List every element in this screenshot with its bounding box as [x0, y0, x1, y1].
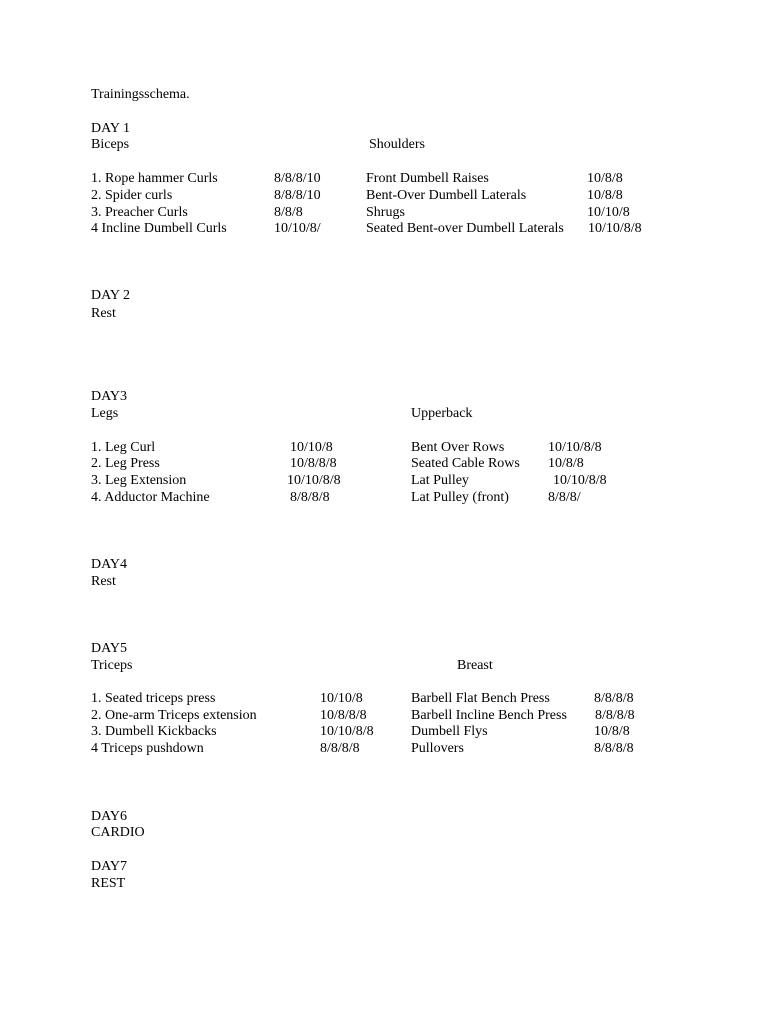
day2-heading: DAY 2 [91, 288, 131, 303]
day3-left-exercise-1: 1. Leg Curl [91, 440, 156, 455]
day3-right-reps-1: 10/10/8/8 [548, 440, 602, 455]
day3-left-reps-3: 10/10/8/8 [287, 473, 341, 488]
day3-left-exercise-2: 2. Leg Press [91, 456, 160, 471]
day5-left-reps-4: 8/8/8/8 [320, 741, 360, 756]
day5-right-reps-1: 8/8/8/8 [594, 691, 634, 706]
day5-group-triceps: Triceps [91, 658, 133, 673]
day5-left-reps-2: 10/8/8/8 [320, 708, 367, 723]
day1-left-reps-4: 10/10/8/ [274, 221, 321, 236]
day3-right-exercise-3: Lat Pulley [411, 473, 469, 488]
day6-heading: DAY6 [91, 809, 128, 824]
day5-left-reps-3: 10/10/8/8 [320, 724, 374, 739]
day5-left-reps-1: 10/10/8 [320, 691, 363, 706]
day5-left-exercise-2: 2. One-arm Triceps extension [91, 708, 257, 723]
day1-left-exercise-3: 3. Preacher Curls [91, 205, 188, 220]
day1-group-biceps: Biceps [91, 137, 130, 152]
day1-left-exercise-2: 2. Spider curls [91, 188, 173, 203]
day1-right-reps-2: 10/8/8 [587, 188, 623, 203]
day5-heading: DAY5 [91, 641, 128, 656]
day3-left-reps-2: 10/8/8/8 [290, 456, 337, 471]
day3-right-exercise-4: Lat Pulley (front) [411, 490, 509, 505]
day3-right-reps-2: 10/8/8 [548, 456, 584, 471]
day4-heading: DAY4 [91, 557, 128, 572]
day3-right-exercise-1: Bent Over Rows [411, 440, 505, 455]
day3-group-legs: Legs [91, 406, 119, 421]
day3-right-exercise-2: Seated Cable Rows [411, 456, 520, 471]
day5-right-exercise-4: Pullovers [411, 741, 464, 756]
day3-heading: DAY3 [91, 389, 128, 404]
day1-right-exercise-1: Front Dumbell Raises [366, 171, 489, 186]
day7-heading: DAY7 [91, 859, 128, 874]
day5-right-reps-4: 8/8/8/8 [594, 741, 634, 756]
day1-left-reps-3: 8/8/8 [274, 205, 303, 220]
day1-left-exercise-1: 1. Rope hammer Curls [91, 171, 218, 186]
day5-right-exercise-2: Barbell Incline Bench Press [411, 708, 567, 723]
day4-note: Rest [91, 574, 116, 589]
day3-left-reps-1: 10/10/8 [290, 440, 333, 455]
day3-group-upperback: Upperback [411, 406, 473, 421]
day1-heading: DAY 1 [91, 121, 131, 136]
day5-right-exercise-1: Barbell Flat Bench Press [411, 691, 550, 706]
day1-left-reps-1: 8/8/8/10 [274, 171, 321, 186]
day5-left-exercise-3: 3. Dumbell Kickbacks [91, 724, 217, 739]
day1-left-exercise-4: 4 Incline Dumbell Curls [91, 221, 227, 236]
day3-left-exercise-4: 4. Adductor Machine [91, 490, 210, 505]
day7-note: REST [91, 876, 126, 891]
day3-right-reps-4: 8/8/8/ [548, 490, 581, 505]
document-title: Trainingsschema. [91, 87, 190, 102]
day5-left-exercise-4: 4 Triceps pushdown [91, 741, 204, 756]
day5-left-exercise-1: 1. Seated triceps press [91, 691, 216, 706]
day1-right-exercise-4: Seated Bent-over Dumbell Laterals [366, 221, 564, 236]
day3-right-reps-3: 10/10/8/8 [553, 473, 607, 488]
day1-left-reps-2: 8/8/8/10 [274, 188, 321, 203]
day5-right-reps-2: 8/8/8/8 [595, 708, 635, 723]
day1-group-shoulders: Shoulders [369, 137, 425, 152]
day1-right-exercise-3: Shrugs [366, 205, 405, 220]
day1-right-reps-1: 10/8/8 [587, 171, 623, 186]
day5-group-breast: Breast [457, 658, 493, 673]
day5-right-reps-3: 10/8/8 [594, 724, 630, 739]
day2-note: Rest [91, 306, 116, 321]
day5-right-exercise-3: Dumbell Flys [411, 724, 488, 739]
day1-right-reps-4: 10/10/8/8 [588, 221, 642, 236]
day1-right-exercise-2: Bent-Over Dumbell Laterals [366, 188, 527, 203]
day3-left-reps-4: 8/8/8/8 [290, 490, 330, 505]
day3-left-exercise-3: 3. Leg Extension [91, 473, 187, 488]
day1-right-reps-3: 10/10/8 [587, 205, 630, 220]
day6-note: CARDIO [91, 825, 145, 840]
